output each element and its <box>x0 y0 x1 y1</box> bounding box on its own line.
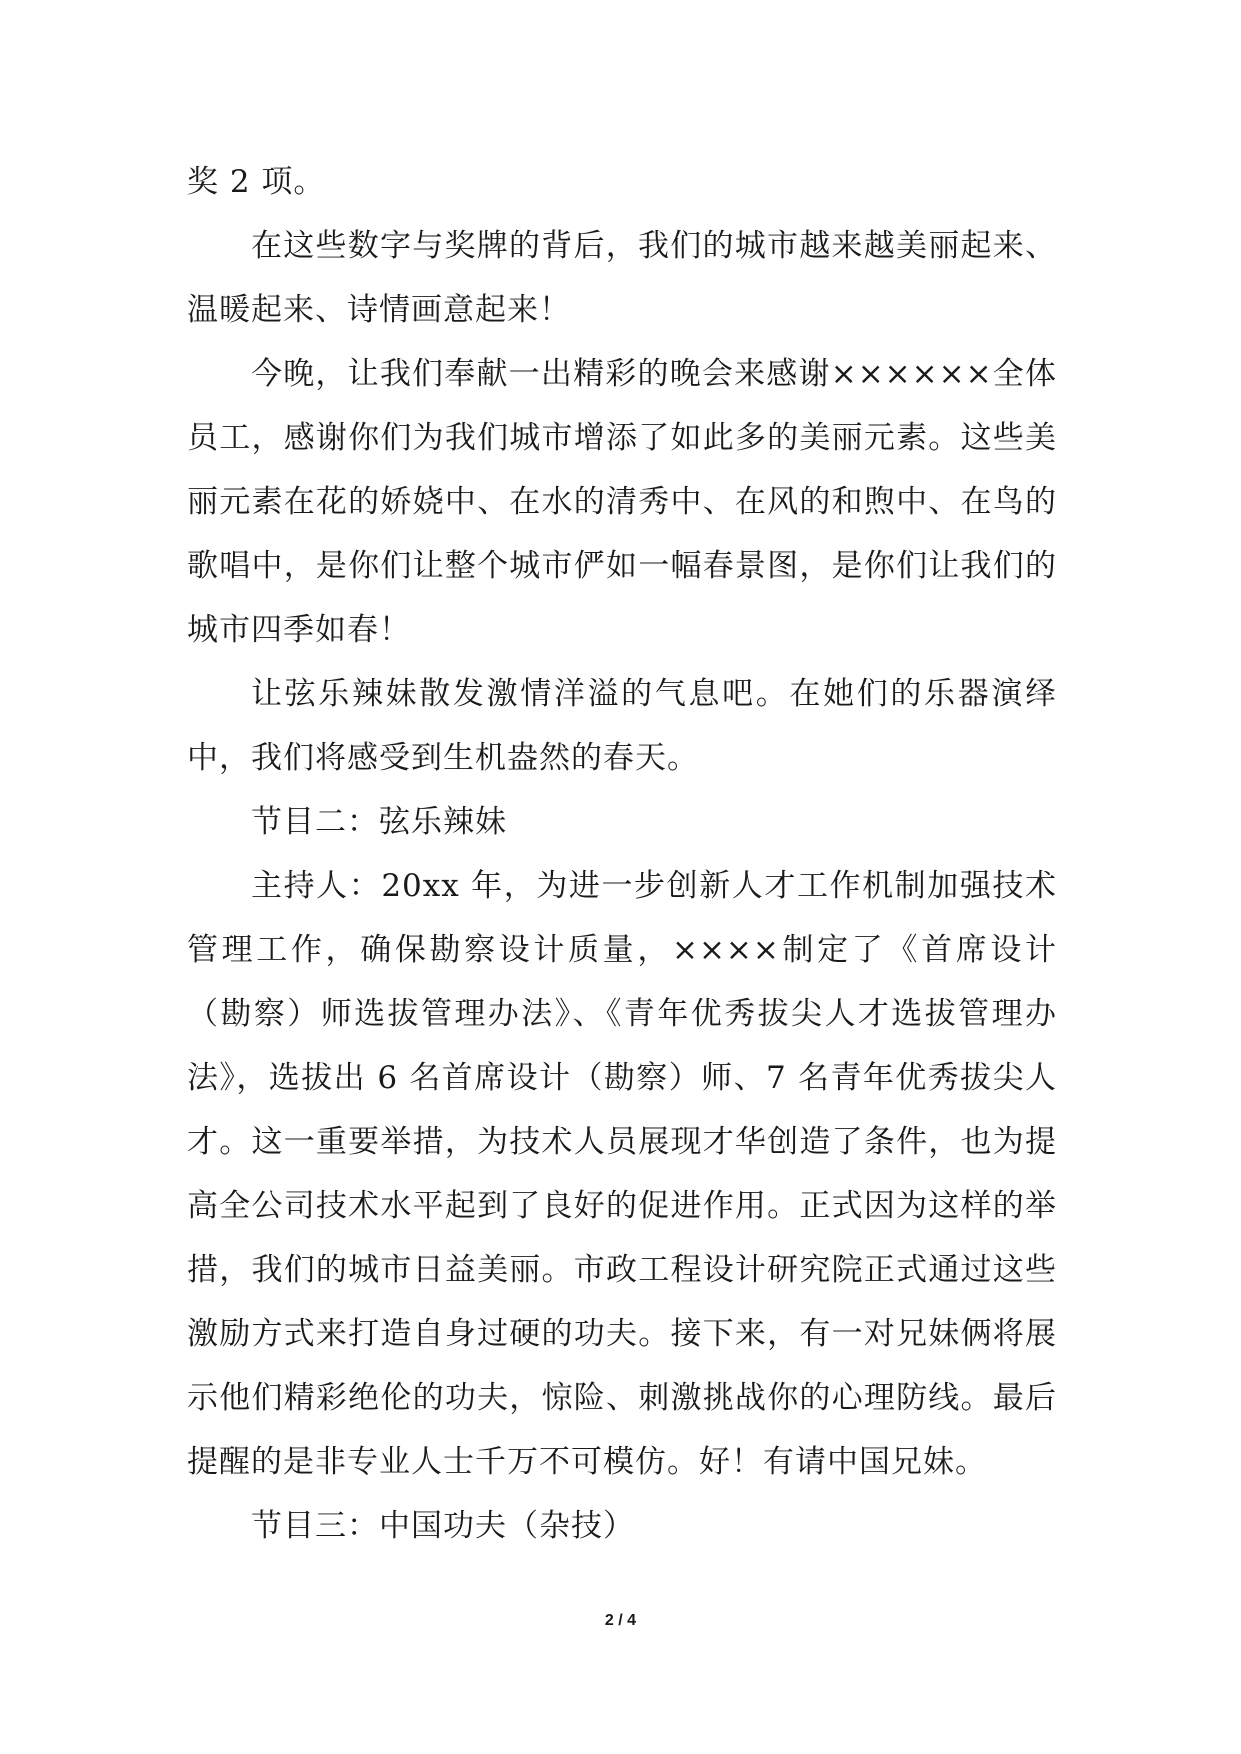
paragraph-thanks-staff: 今晚，让我们奉献一出精彩的晚会来感谢××××××全体员工，感谢你们为我们城市增添了如此多的美丽元素。这些美丽元素在花的娇娆中、在水的清秀中、在风的和煦中、在鸟的歌唱中，是你们让整个城市俨如一幅春景图，是你们让我们的城市四季如春！ <box>187 356 1057 648</box>
program-two-title: 节目二：弦乐辣妹 <box>251 804 507 840</box>
paragraph-city-beauty: 在这些数字与奖牌的背后，我们的城市越来越美丽起来、温暖起来、诗情画意起来！ <box>187 228 1057 328</box>
paragraph-award-end: 奖 2 项。 <box>187 164 326 200</box>
program-three-title: 节目三：中国功夫（杂技） <box>251 1508 635 1544</box>
document-body <box>187 150 1057 1558</box>
paragraph-string-girls-intro: 让弦乐辣妹散发激情洋溢的气息吧。在她们的乐器演绎中，我们将感受到生机盎然的春天。 <box>187 676 1057 776</box>
paragraph-host-speech: 主持人：20xx 年，为进一步创新人才工作机制加强技术管理工作，确保勘察设计质量，××××制定了《首席设计（勘察）师选拔管理办法》、《青年优秀拔尖人才选拔管理办法》，选拔出 6 名首席设计（勘察）师、7 名青年优秀拔尖人才。这一重要举措，为技术人员展现才华创造了条件，也为提高全公司技术水平起到了良好的促进作用。正式因为这样的举措，我们的城市日益美丽。市政工程设计研究院正式通过这些激励方式来打造自身过硬的功夫。接下来，有一对兄妹俩将展示他们精彩绝伦的功夫，惊险、刺激挑战你的心理防线。最后提醒的是非专业人士千万不可模仿。好！有请中国兄妹。 <box>187 868 1057 1480</box>
page-number: 2 / 4 <box>604 1612 637 1629</box>
